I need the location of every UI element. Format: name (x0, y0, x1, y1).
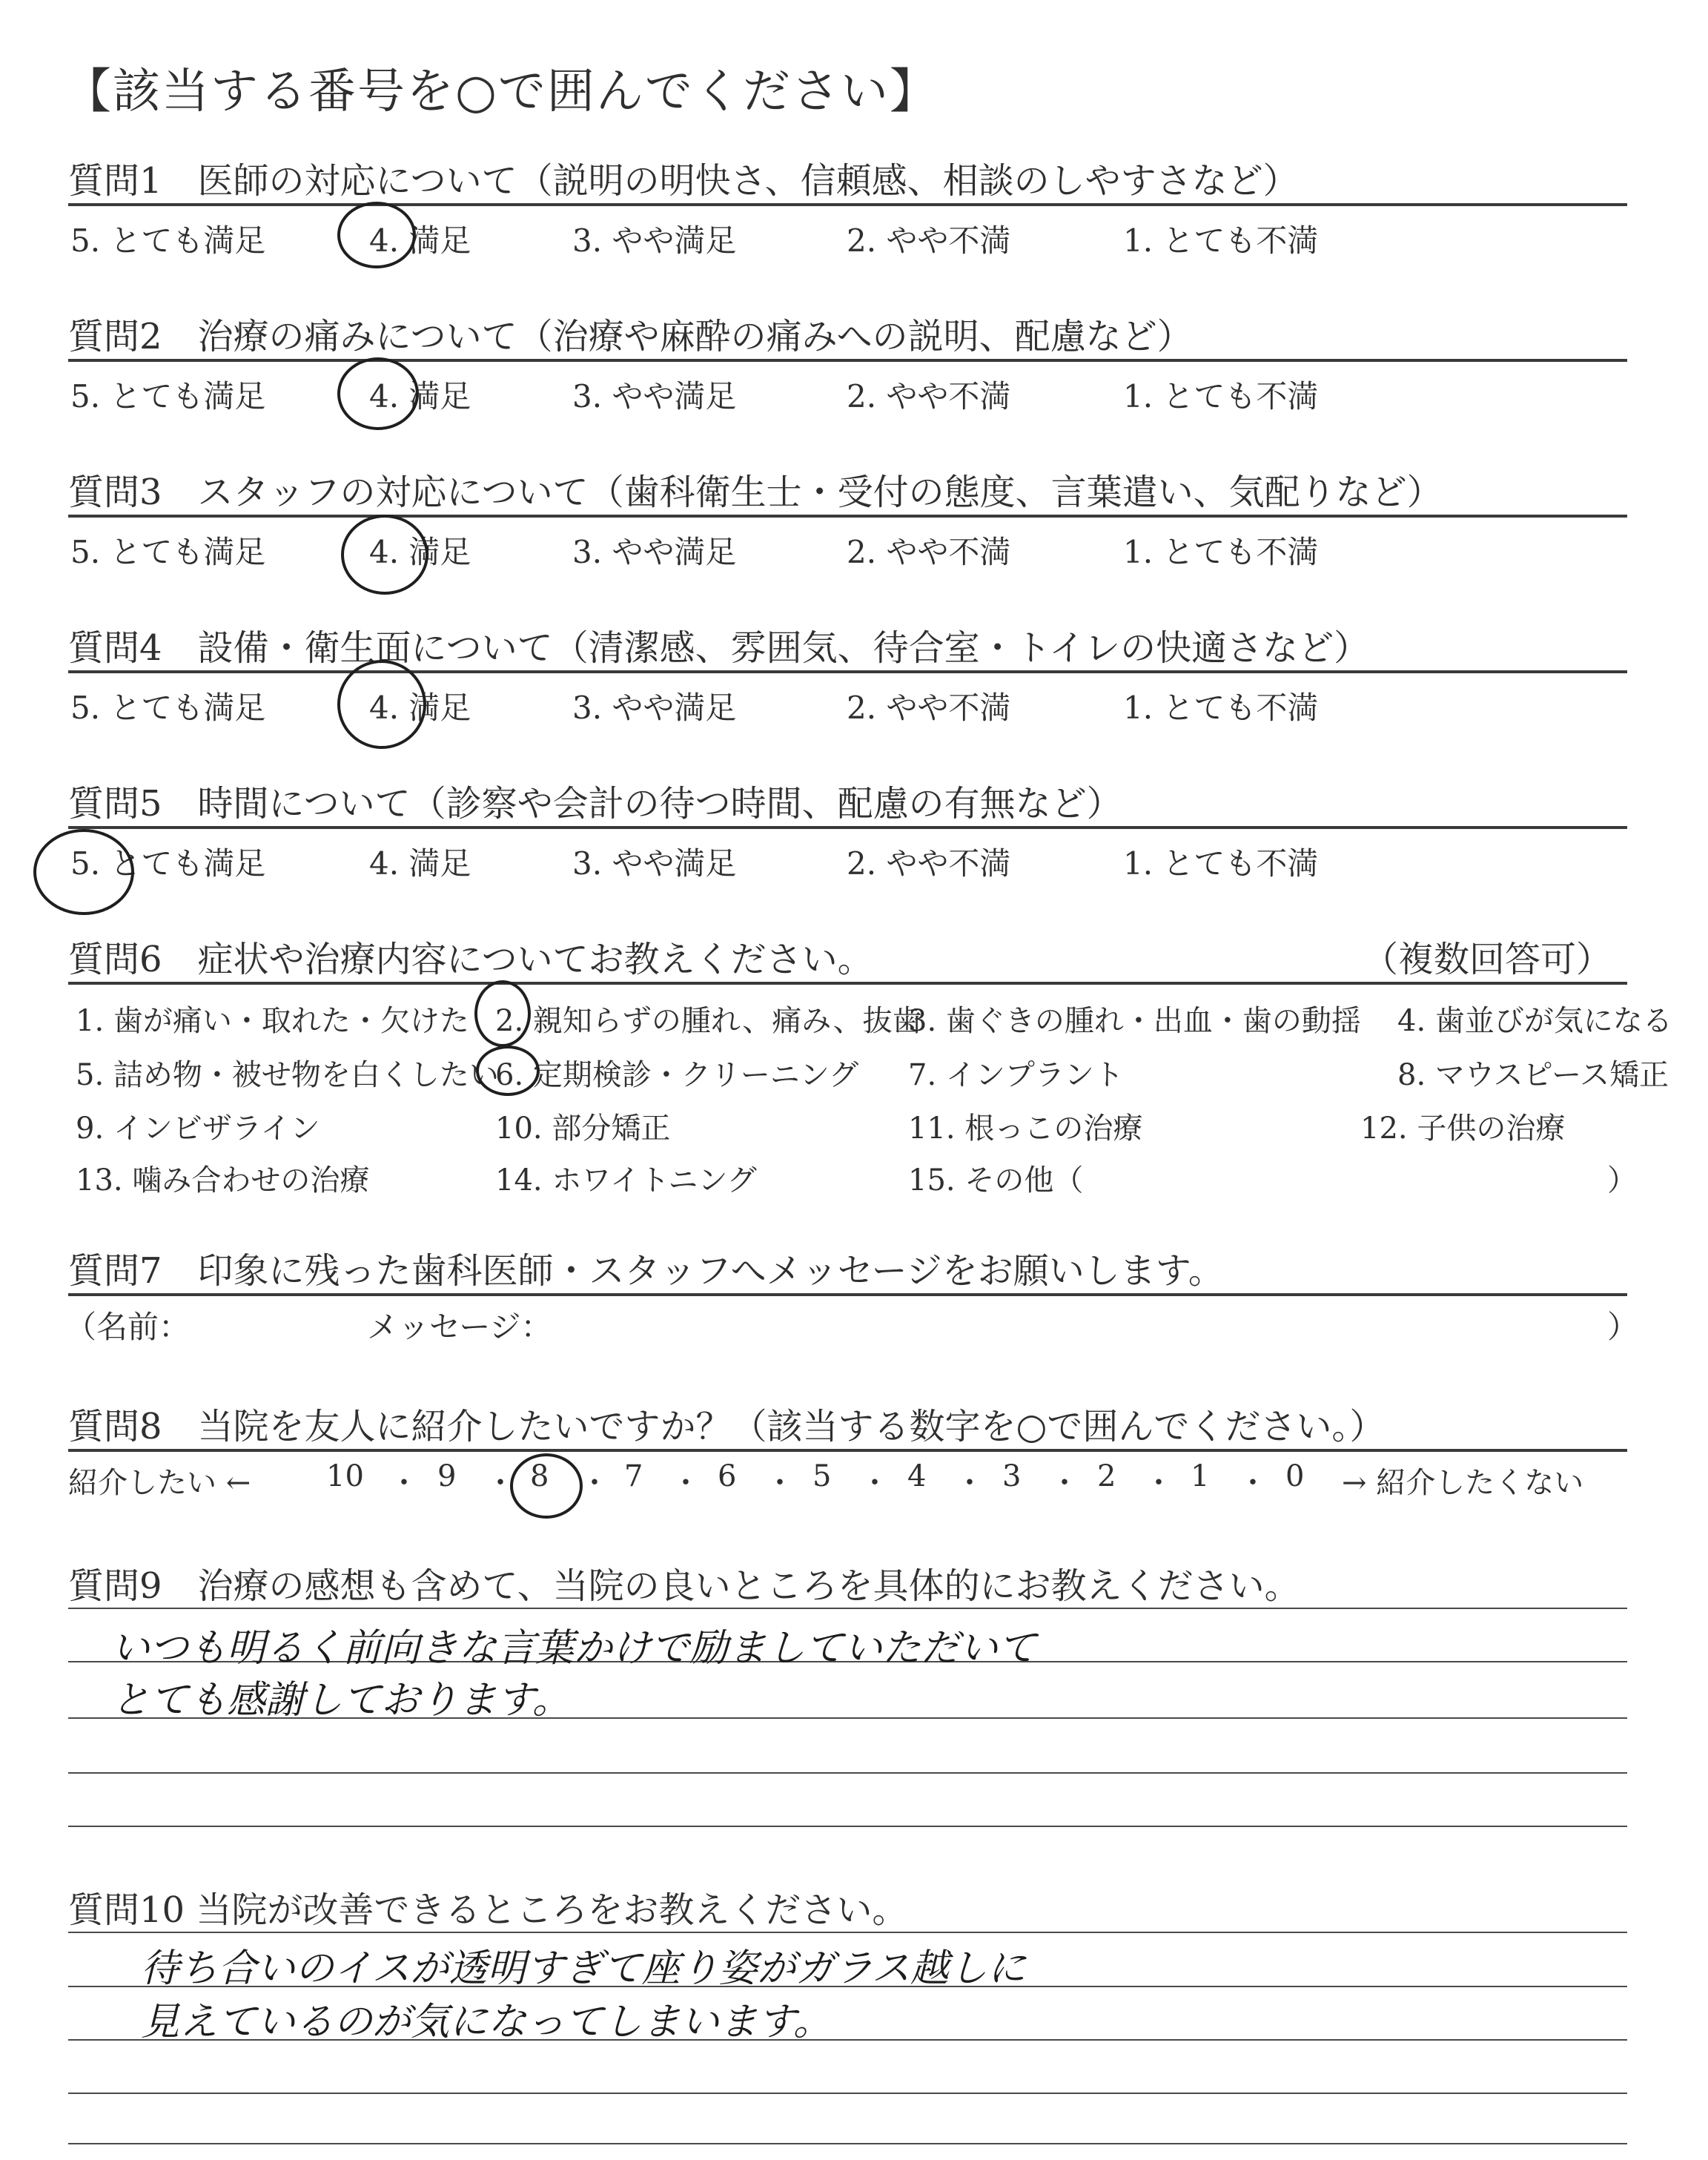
q9-handwritten-answer-line-1: いつも明るく前向きな言葉かけで励ましていただいて (111, 1626, 1037, 1671)
q8-score-8[interactable]: 8 (530, 1459, 549, 1493)
q8-separator: ・ (860, 1466, 890, 1500)
question-4-rule (68, 670, 1627, 673)
question-8-rule (68, 1449, 1627, 1452)
q2-option-2[interactable]: 2. やや不満 (847, 378, 1011, 415)
q6-option-11[interactable]: 11. 根っこの治療 (908, 1112, 1143, 1146)
q8-score-1[interactable]: 1 (1191, 1459, 1210, 1493)
q2-option-3[interactable]: 3. やや満足 (572, 378, 737, 415)
q2-option-5[interactable]: 5. とても満足 (70, 378, 266, 415)
question-3-rule (68, 515, 1627, 518)
q4-option-5[interactable]: 5. とても満足 (70, 690, 266, 726)
q3-option-5[interactable]: 5. とても満足 (70, 534, 266, 570)
question-8-title: 質問8 当院を友人に紹介したいですか？（該当する数字を○で囲んでください。） (68, 1406, 1386, 1447)
q3-option-4[interactable]: 4. 満足 (369, 534, 471, 570)
q3-option-3[interactable]: 3. やや満足 (572, 534, 737, 570)
q6-option-10[interactable]: 10. 部分矯正 (495, 1112, 671, 1146)
q5-option-5[interactable]: 5. とても満足 (70, 845, 266, 882)
q8-separator: ・ (580, 1466, 609, 1500)
question-2-title: 質問2 治療の痛みについて（治療や麻酔の痛みへの説明、配慮など） (68, 316, 1193, 357)
question-5-title: 質問5 時間について（診察や会計の待つ時間、配慮の有無など） (68, 783, 1122, 825)
q8-separator: ・ (955, 1466, 984, 1500)
q10-handwritten-answer-line-2: 見えているのが気になってしまいます。 (141, 2000, 832, 2044)
question-6-title: 質問6 症状や治療内容についてお教えください。 (68, 939, 873, 980)
q8-score-5[interactable]: 5 (812, 1459, 832, 1493)
q2-option-1[interactable]: 1. とても不満 (1123, 378, 1319, 415)
q8-separator: ・ (1144, 1466, 1174, 1500)
q8-score-6[interactable]: 6 (718, 1459, 737, 1493)
question-1-title: 質問1 医師の対応について（説明の明快さ、信頼感、相談のしやすさなど） (68, 160, 1299, 202)
q6-option-8[interactable]: 8. マウスピース矯正 (1397, 1058, 1669, 1092)
question-10-title: 質問10 当院が改善できるところをお教えください。 (68, 1889, 908, 1931)
q4-option-2[interactable]: 2. やや不満 (847, 690, 1011, 726)
q5-option-3[interactable]: 3. やや満足 (572, 845, 737, 882)
q1-option-1[interactable]: 1. とても不満 (1123, 222, 1319, 259)
q3-option-2[interactable]: 2. やや不満 (847, 534, 1011, 570)
q6-option-4[interactable]: 4. 歯並びが気になる (1397, 1004, 1672, 1038)
question-4-title: 質問4 設備・衛生面について（清潔感、雰囲気、待合室・トイレの快適さなど） (68, 627, 1370, 669)
q9-answer-line (68, 1826, 1627, 1827)
q4-answer-circle-mark (337, 660, 426, 749)
question-5-rule (68, 826, 1627, 829)
q6-option-14[interactable]: 14. ホワイトニング (495, 1163, 757, 1198)
q5-option-1[interactable]: 1. とても不満 (1123, 845, 1319, 882)
q8-separator: ・ (486, 1466, 515, 1500)
q6-option-2[interactable]: 2. 親知らずの腫れ、痛み、抜歯 (495, 1004, 922, 1038)
q9-answer-line (68, 1608, 1627, 1609)
q5-answer-circle-mark (33, 829, 134, 915)
q1-option-2[interactable]: 2. やや不満 (847, 222, 1011, 259)
q10-handwritten-answer-line-1: 待ち合いのイスが透明すぎて座り姿がガラス越しに (141, 1946, 1026, 1991)
q10-answer-line (68, 2143, 1627, 2144)
q2-option-4[interactable]: 4. 満足 (369, 378, 471, 415)
q8-score-3[interactable]: 3 (1002, 1459, 1022, 1493)
q4-option-4[interactable]: 4. 満足 (369, 690, 471, 726)
question-1-rule (68, 203, 1627, 206)
question-9-title: 質問9 治療の感想も含めて、当院の良いところを具体的にお教えください。 (68, 1565, 1300, 1607)
q6-option-7[interactable]: 7. インプラント (908, 1058, 1124, 1092)
q7-close-paren: ） (1607, 1309, 1639, 1345)
q5-option-2[interactable]: 2. やや不満 (847, 845, 1011, 882)
q8-separator: ・ (1238, 1466, 1268, 1500)
page-title: 【該当する番号を○で囲んでください】 (64, 65, 939, 119)
q1-option-3[interactable]: 3. やや満足 (572, 222, 737, 259)
q8-separator: ・ (671, 1466, 701, 1500)
q10-answer-line (68, 2093, 1627, 2094)
q6-answer-circle-mark-6 (476, 1046, 540, 1096)
q8-separator: ・ (389, 1466, 419, 1500)
q8-score-9[interactable]: 9 (437, 1459, 457, 1493)
question-6-note: （複数回答可） (1363, 939, 1612, 980)
q9-answer-line (68, 1772, 1627, 1774)
q8-score-0[interactable]: 0 (1285, 1459, 1305, 1493)
q4-option-3[interactable]: 3. やや満足 (572, 690, 737, 726)
q1-option-5[interactable]: 5. とても満足 (70, 222, 266, 259)
q2-answer-circle-mark (337, 357, 419, 430)
q6-option-1[interactable]: 1. 歯が痛い・取れた・欠けた (76, 1004, 469, 1038)
q8-score-2[interactable]: 2 (1097, 1459, 1116, 1493)
q3-answer-circle-mark (341, 515, 428, 595)
q8-left-label: 紹介したい ← (68, 1466, 251, 1500)
question-7-rule (68, 1293, 1627, 1296)
q4-option-1[interactable]: 1. とても不満 (1123, 690, 1319, 726)
question-7-title: 質問7 印象に残った歯科医師・スタッフへメッセージをお願いします。 (68, 1250, 1224, 1292)
q5-option-4[interactable]: 4. 満足 (369, 845, 471, 882)
q9-handwritten-answer-line-2: とても感謝しております。 (111, 1678, 571, 1723)
q8-score-10[interactable]: 10 (326, 1459, 364, 1493)
q6-answer-circle-mark-2 (474, 980, 531, 1047)
q8-score-4[interactable]: 4 (907, 1459, 927, 1493)
q8-separator: ・ (1050, 1466, 1079, 1500)
q10-answer-line (68, 1932, 1627, 1933)
q6-option-6[interactable]: 6. 定期検診・クリーニング (495, 1058, 859, 1092)
q6-option-9[interactable]: 9. インビザライン (76, 1112, 320, 1146)
q3-option-1[interactable]: 1. とても不満 (1123, 534, 1319, 570)
q6-option-5[interactable]: 5. 詰め物・被せ物を白くしたい (76, 1058, 499, 1092)
q6-option-15[interactable]: 15. その他（ (908, 1163, 1084, 1198)
q6-option-12[interactable]: 12. 子供の治療 (1360, 1112, 1566, 1146)
q6-option-13[interactable]: 13. 噛み合わせの治療 (76, 1163, 370, 1198)
q8-score-7[interactable]: 7 (624, 1459, 643, 1493)
q1-answer-circle-mark (337, 202, 416, 268)
q7-message-label: メッセージ： (367, 1309, 552, 1345)
question-3-title: 質問3 スタッフの対応について（歯科衛生士・受付の態度、言葉遣い、気配りなど） (68, 472, 1443, 513)
q8-separator: ・ (765, 1466, 795, 1500)
question-2-rule (68, 359, 1627, 362)
q6-option-15-close: ） (1607, 1163, 1637, 1198)
q1-option-4[interactable]: 4. 満足 (369, 222, 471, 259)
q6-option-3[interactable]: 3. 歯ぐきの腫れ・出血・歯の動揺 (908, 1004, 1361, 1038)
q8-right-label: → 紹介したくない (1342, 1466, 1584, 1500)
q7-name-label: （名前： (65, 1309, 191, 1345)
q8-answer-circle-mark (510, 1453, 583, 1519)
question-6-rule (68, 982, 1627, 985)
